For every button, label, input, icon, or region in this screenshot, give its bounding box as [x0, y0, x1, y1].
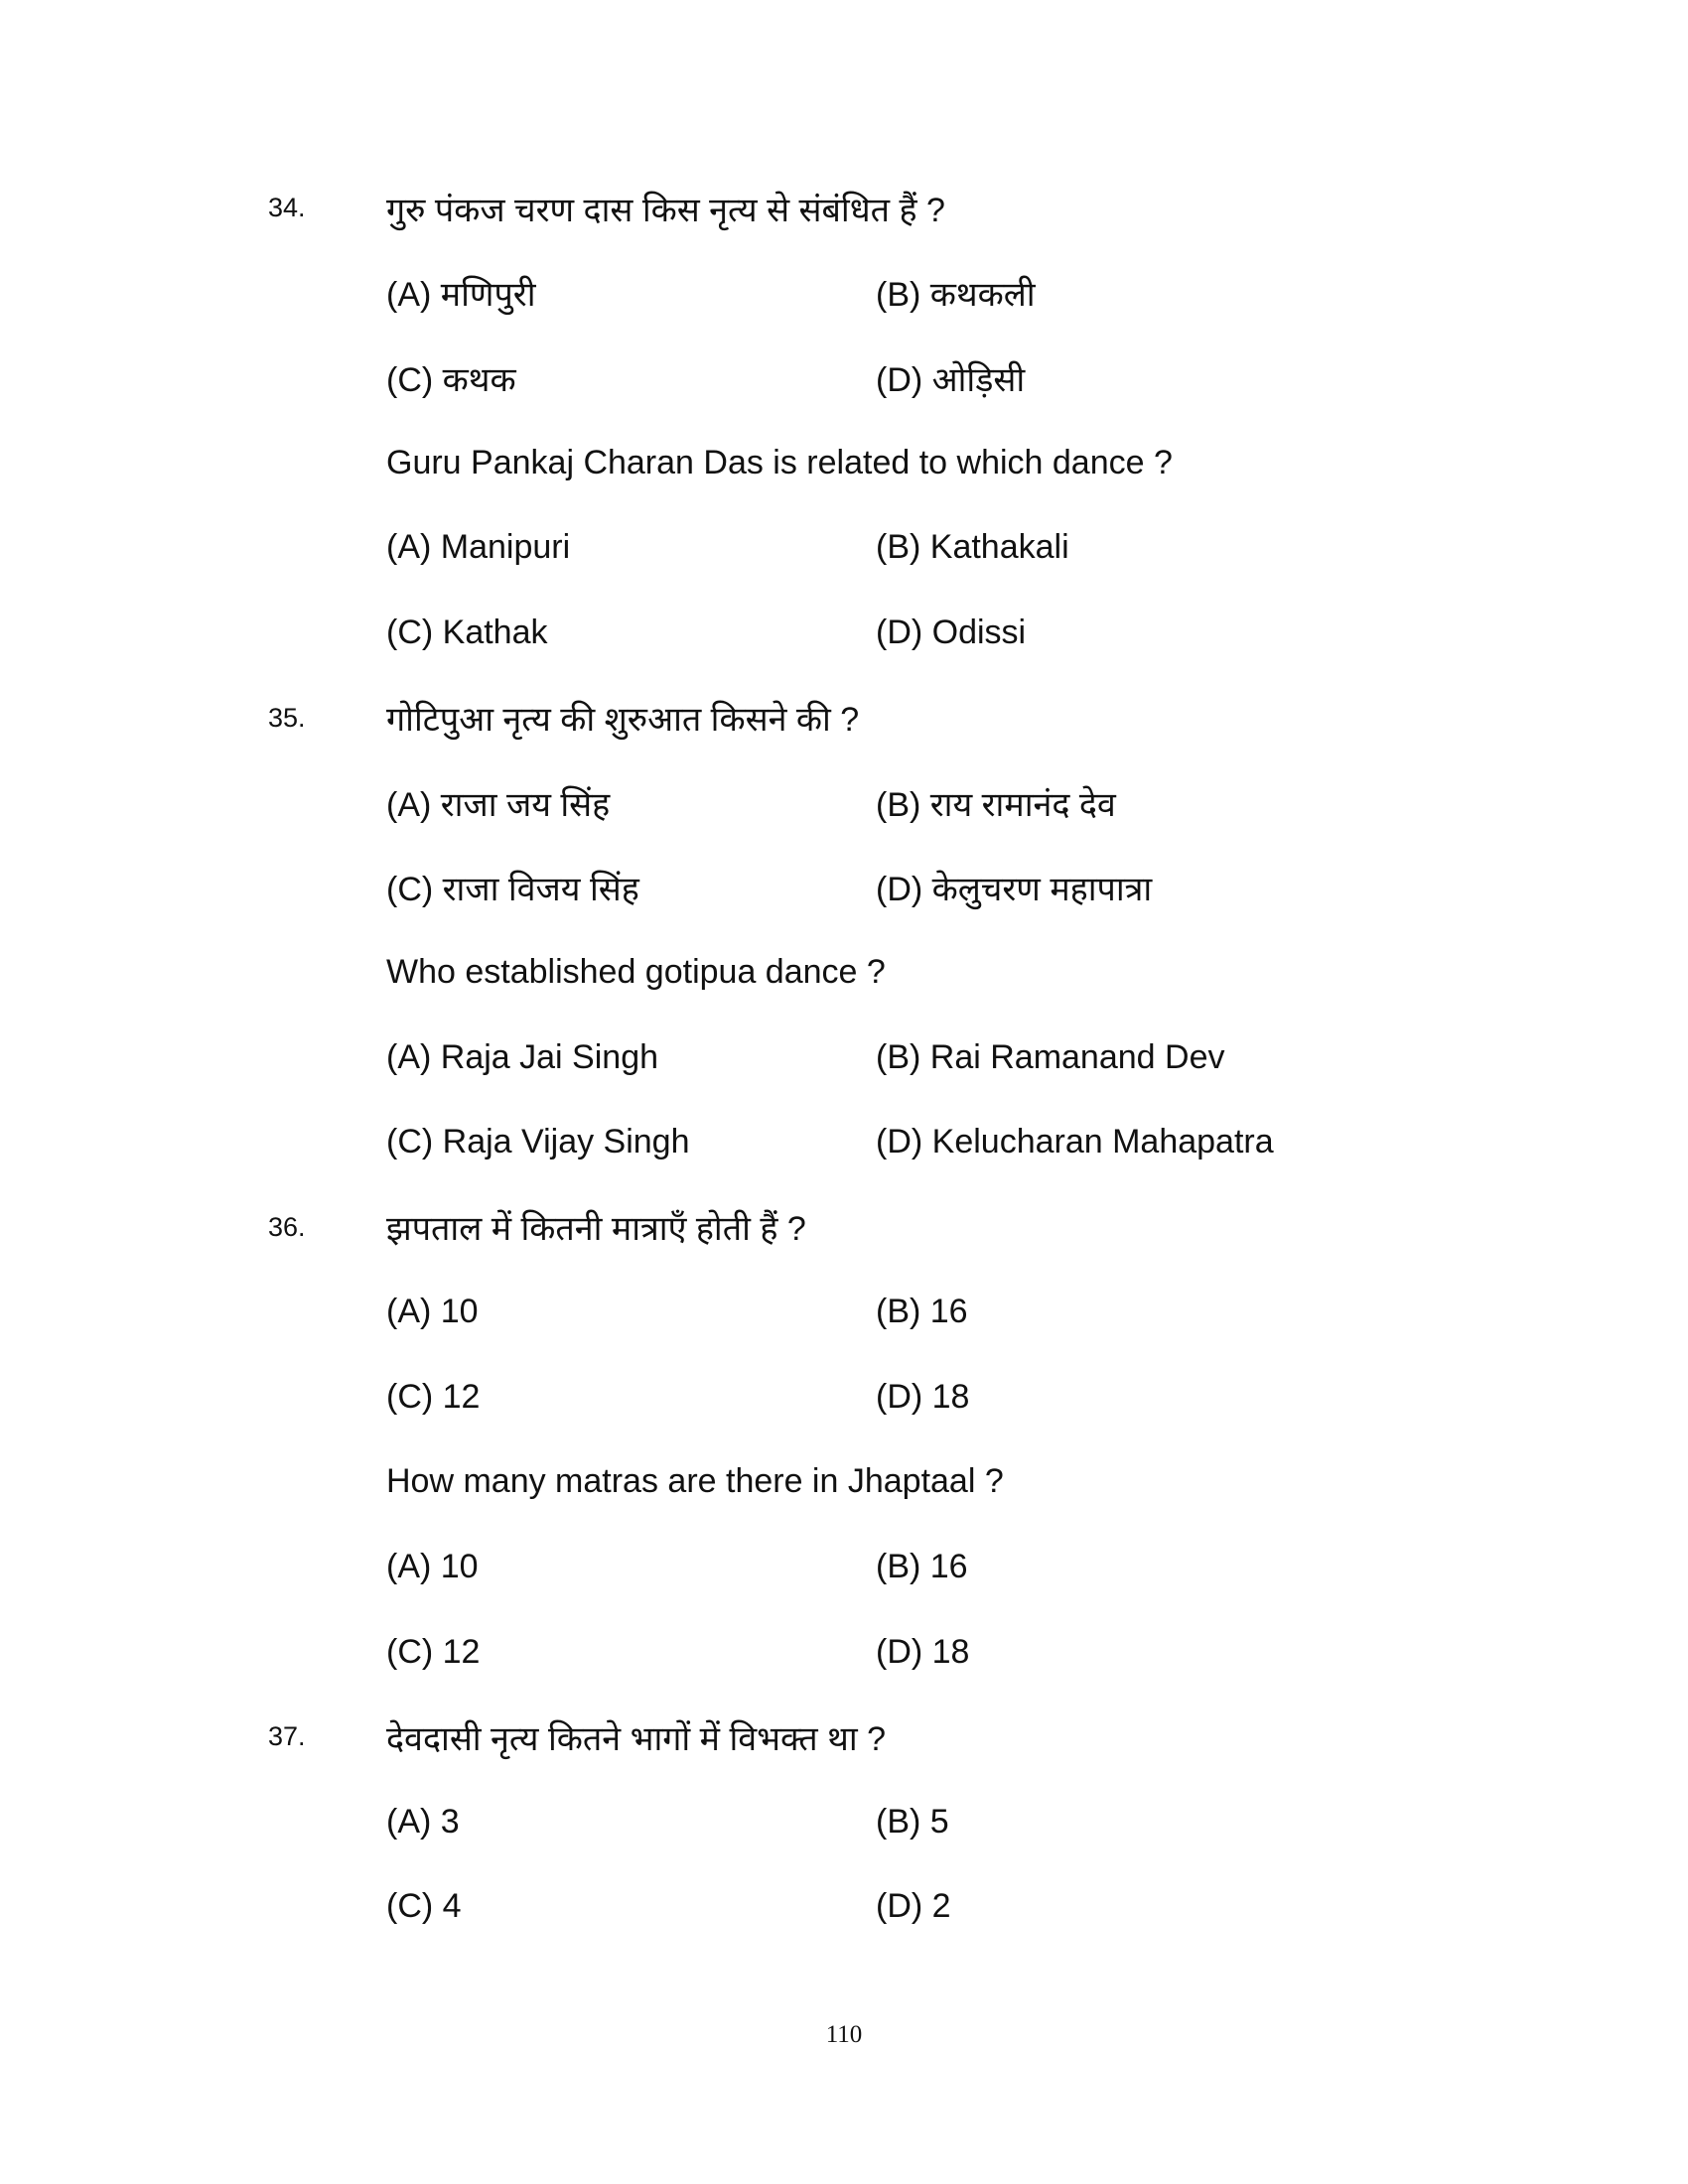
- options-row: [0, 1100, 1688, 1185]
- options-row: [0, 1525, 1688, 1610]
- question-text-english: Guru Pankaj Charan Das is related to which dance ?: [386, 443, 1173, 481]
- question-text-hindi: गुरु पंकज चरण दास किस नृत्य से संबंधित हैं ?: [386, 191, 945, 229]
- option-hindi: (A) मणिपुरी: [386, 276, 536, 315]
- option-hindi: (A) 10: [386, 1293, 479, 1331]
- options-row: [0, 1779, 1688, 1864]
- question-row: [0, 1695, 1688, 1780]
- option-english: (B) Kathakali: [876, 528, 1069, 567]
- options-row: [0, 1015, 1688, 1100]
- option-english: (D) 18: [876, 1632, 970, 1671]
- option-hindi: (C) कथक: [386, 360, 516, 399]
- options-row: [0, 845, 1688, 930]
- option-english: (D) Odissi: [876, 614, 1027, 651]
- question-text-hindi: झपताल में कितनी मात्राएँ होती हैं ?: [386, 1210, 806, 1249]
- options-row: [0, 760, 1688, 846]
- question-row: [0, 166, 1688, 251]
- question-list: [0, 166, 1688, 1949]
- question-text-english: How many matras are there in Jhaptaal ?: [386, 1462, 1004, 1501]
- option-hindi: (B) 16: [876, 1293, 968, 1331]
- option-english: (A) Manipuri: [386, 528, 571, 567]
- option-english: (A) 10: [386, 1548, 479, 1586]
- question-number: 34.: [268, 193, 306, 223]
- option-english: (C) 12: [386, 1632, 481, 1671]
- option-hindi: (A) राजा जय सिंह: [386, 785, 611, 824]
- question-number: 36.: [268, 1211, 306, 1242]
- option-hindi: (B) कथकली: [876, 276, 1036, 315]
- question-row: [0, 1185, 1688, 1271]
- option-hindi: (B) 5: [876, 1802, 949, 1841]
- option-english: (B) Rai Ramanand Dev: [876, 1037, 1225, 1076]
- options-row: [0, 336, 1688, 421]
- option-hindi: (D) ओड़िसी: [876, 360, 1026, 399]
- option-hindi: (D) 18: [876, 1377, 970, 1416]
- question-text-english: Who established gotipua dance ?: [386, 953, 886, 992]
- option-english: (C) Kathak: [386, 614, 548, 651]
- option-english: (C) Raja Vijay Singh: [386, 1123, 690, 1161]
- option-hindi: (A) 3: [386, 1802, 460, 1841]
- options-row: [0, 1355, 1688, 1440]
- question-row: [0, 1439, 1688, 1525]
- option-hindi: (C) राजा विजय सिंह: [386, 871, 639, 909]
- question-text-hindi: गोटिपुआ नृत्य की शुरुआत किसने की ?: [386, 701, 860, 740]
- options-row: [0, 1270, 1688, 1355]
- question-row: [0, 675, 1688, 760]
- option-hindi: (D) केलुचरण महापात्रा: [876, 871, 1153, 909]
- question-number: 37.: [268, 1721, 306, 1752]
- option-hindi: (D) 2: [876, 1887, 951, 1926]
- question-row: [0, 421, 1688, 506]
- options-row: [0, 1864, 1688, 1950]
- question-text-hindi: देवदासी नृत्य कितने भागों में विभक्त था ?: [386, 1719, 886, 1758]
- option-hindi: (B) राय रामानंद देव: [876, 785, 1116, 824]
- option-hindi: (C) 12: [386, 1377, 481, 1416]
- options-row: [0, 591, 1688, 676]
- option-hindi: (C) 4: [386, 1887, 462, 1926]
- options-row: [0, 251, 1688, 337]
- option-english: (A) Raja Jai Singh: [386, 1037, 659, 1076]
- option-english: (B) 16: [876, 1548, 968, 1586]
- options-row: [0, 1609, 1688, 1695]
- question-row: [0, 930, 1688, 1016]
- option-english: (D) Kelucharan Mahapatra: [876, 1123, 1274, 1161]
- question-number: 35.: [268, 702, 306, 733]
- options-row: [0, 505, 1688, 591]
- page-number: 110: [825, 2021, 863, 2048]
